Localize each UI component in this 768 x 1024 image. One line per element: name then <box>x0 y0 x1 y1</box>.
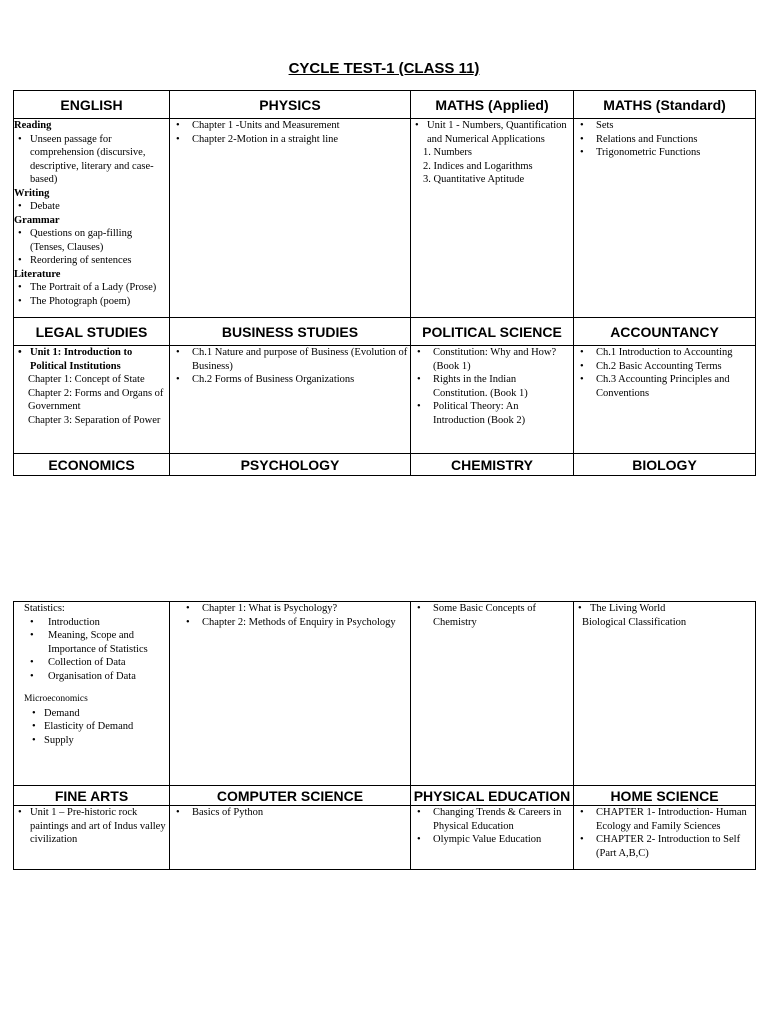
cell-fine-arts <box>14 806 170 870</box>
list-item: • Political Theory: An Introduction (Book 2) <box>411 400 573 427</box>
english-reading-heading: Reading <box>14 120 52 131</box>
header-fine-arts: FINE ARTS <box>14 786 170 806</box>
list-item: • Elasticity of Demand <box>28 720 169 734</box>
list-item: • Ch.2 Forms of Business Organizations <box>170 373 410 387</box>
list-item: • Some Basic Concepts of Chemistry <box>411 602 573 629</box>
list-item: • Ch.1 Nature and purpose of Business (Evolution of Business) <box>170 346 410 373</box>
list-item: • Ch.3 Accounting Principles and Conventions <box>574 373 755 400</box>
header-computer-science: COMPUTER SCIENCE <box>170 786 411 806</box>
header-physical-education: PHYSICAL EDUCATION <box>411 786 574 806</box>
list-item: • Rights in the Indian Constitution. (Book 1) <box>411 373 573 400</box>
cell-legal-studies <box>14 346 170 454</box>
header-chemistry: CHEMISTRY <box>411 454 574 476</box>
header-biology: BIOLOGY <box>574 454 756 476</box>
list-item: 2. Indices and Logarithms <box>423 160 533 172</box>
cell-business-studies <box>170 346 411 454</box>
list-item: • Changing Trends & Careers in Physical Education <box>411 806 573 833</box>
header-english: ENGLISH <box>14 91 170 119</box>
cell-home-science <box>574 806 756 870</box>
header-accountancy: ACCOUNTANCY <box>574 318 756 346</box>
list-item: • Meaning, Scope and Importance of Statistics <box>14 629 169 656</box>
list-item: • Ch.1 Introduction to Accounting <box>574 346 755 360</box>
document-title: CYCLE TEST-1 (CLASS 11) <box>288 60 480 77</box>
list-item: • Sets <box>574 119 755 133</box>
list-item: • The Portrait of a Lady (Prose) <box>14 281 169 295</box>
cell-maths-standard <box>574 119 756 318</box>
list-item: • The Photograph (poem) <box>14 295 169 309</box>
list-item: • Relations and Functions <box>574 133 755 147</box>
cell-political-science <box>411 346 574 454</box>
list-item: • Demand <box>28 707 169 721</box>
cell-physical-education <box>411 806 574 870</box>
cell-english <box>14 119 170 318</box>
list-item: • Unit 1: Introduction to Political Institutions <box>14 346 169 373</box>
list-item: • Ch.2 Basic Accounting Terms <box>574 360 755 374</box>
header-economics: ECONOMICS <box>14 454 170 476</box>
syllabus-table-top <box>13 90 756 476</box>
english-literature-heading: Literature <box>14 268 61 280</box>
economics-statistics-heading: Statistics: <box>24 603 65 614</box>
header-physics: PHYSICS <box>170 91 411 119</box>
header-home-science: HOME SCIENCE <box>574 786 756 806</box>
cell-psychology <box>170 602 411 786</box>
list-item: 1. Numbers <box>423 147 472 158</box>
list-item: • Questions on gap-filling (Tenses, Clauses) <box>14 227 169 254</box>
list-item: • Chapter 1 -Units and Measurement <box>170 119 410 133</box>
list-item: • Organisation of Data <box>14 670 169 684</box>
cell-biology <box>574 602 756 786</box>
list-item: • Unseen passage for comprehension (discursive, descriptive, literary and case-based) <box>14 133 169 187</box>
economics-micro-heading: Microeconomics <box>24 694 88 704</box>
syllabus-table-bottom <box>13 601 756 870</box>
list-item: • Unit 1 - Numbers, Quantification and Numerical Applications <box>411 119 573 146</box>
list-item: • Olympic Value Education <box>411 833 573 847</box>
english-grammar-heading: Grammar <box>14 214 60 226</box>
list-item: • CHAPTER 1- Introduction- Human Ecology and Family Sciences <box>574 806 755 833</box>
cell-physics <box>170 119 411 318</box>
list-item: • Basics of Python <box>170 806 410 820</box>
list-item: • The Living World <box>574 602 755 616</box>
list-item: • Unit 1 – Pre-historic rock paintings and art of Indus valley civilization <box>14 806 169 847</box>
list-item: • Constitution: Why and How? (Book 1) <box>411 346 573 373</box>
list-item: • CHAPTER 2- Introduction to Self (Part A,B,C) <box>574 833 755 860</box>
list-item: • Collection of Data <box>14 656 169 670</box>
header-maths-standard: MATHS (Standard) <box>574 91 756 119</box>
list-item: 3. Quantitative Aptitude <box>423 174 525 185</box>
cell-computer-science <box>170 806 411 870</box>
list-item: • Chapter 1: What is Psychology? <box>180 602 410 616</box>
list-item: • Introduction <box>14 616 169 630</box>
list-item: • Reordering of sentences <box>14 254 169 268</box>
cell-accountancy <box>574 346 756 454</box>
cell-maths-applied <box>411 119 574 318</box>
list-item: • Debate <box>14 200 169 214</box>
list-item: • Chapter 2-Motion in a straight line <box>170 133 410 147</box>
cell-chemistry <box>411 602 574 786</box>
legal-chapter: Chapter 2: Forms and Organs of Government <box>28 387 164 412</box>
english-writing-heading: Writing <box>14 187 50 199</box>
cell-economics <box>14 602 170 786</box>
legal-chapter: Chapter 3: Separation of Power <box>28 414 161 426</box>
header-psychology: PSYCHOLOGY <box>170 454 411 476</box>
header-business-studies: BUSINESS STUDIES <box>170 318 411 346</box>
biology-extra: Biological Classification <box>582 616 687 628</box>
list-item: • Supply <box>28 734 169 748</box>
list-item: • Trigonometric Functions <box>574 146 755 160</box>
header-political-science: POLITICAL SCIENCE <box>411 318 574 346</box>
list-item: • Chapter 2: Methods of Enquiry in Psychology <box>180 616 410 630</box>
header-legal-studies: LEGAL STUDIES <box>14 318 170 346</box>
legal-chapter: Chapter 1: Concept of State <box>28 374 145 385</box>
header-maths-applied: MATHS (Applied) <box>411 91 574 119</box>
